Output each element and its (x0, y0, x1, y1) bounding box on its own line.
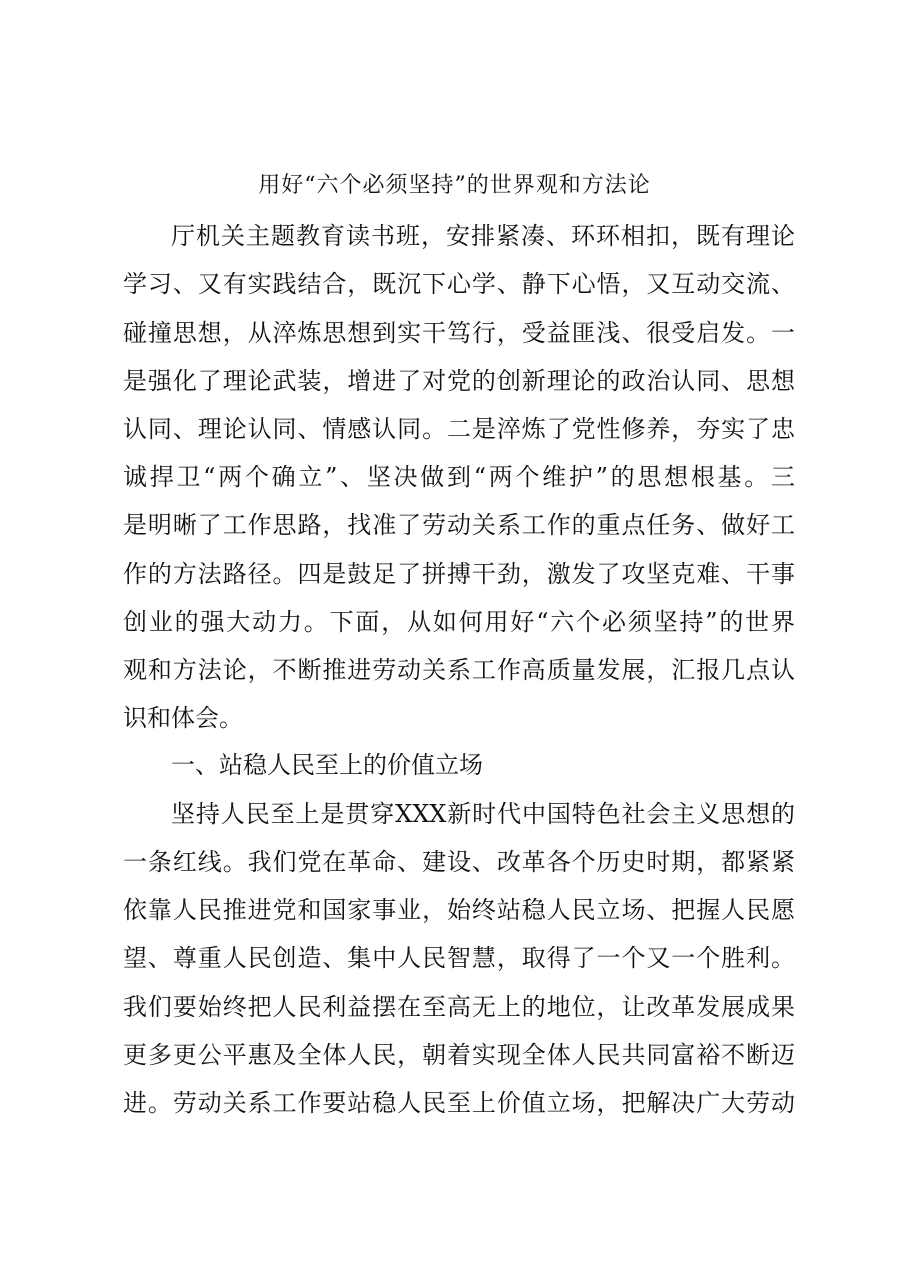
paragraph-line: 学习、又有实践结合，既沉下心学、静下心悟，又互动交流、 (123, 270, 795, 298)
paragraph-line: 厅机关主题教育读书班，安排紧凑、环环相扣，既有理论 (171, 222, 795, 250)
section-heading: 一、站稳人民至上的价值立场 (171, 751, 483, 779)
paragraph-line: 依靠人民推进党和国家事业，始终站稳人民立场、把握人民愿 (123, 896, 795, 924)
paragraph-line: 我们要始终把人民利益摆在至高无上的地位，让改革发展成果 (123, 993, 795, 1021)
paragraph-line: 进。劳动关系工作要站稳人民至上价值立场，把解决广大劳动 (123, 1089, 795, 1117)
paragraph-line: 一条红线。我们党在革命、建设、改革各个历史时期，都紧紧 (123, 848, 795, 876)
document-title: 用好“六个必须坚持”的世界观和方法论 (258, 173, 651, 198)
paragraph-line: 创业的强大动力。下面，从如何用好“六个必须坚持”的世界 (123, 608, 795, 636)
paragraph-line: 坚持人民至上是贯穿XXX新时代中国特色社会主义思想的 (171, 800, 795, 828)
paragraph-line: 识和体会。 (123, 704, 243, 732)
paragraph-line: 更多更公平惠及全体人民，朝着实现全体人民共同富裕不断迈 (123, 1041, 795, 1069)
paragraph-line: 认同、理论认同、情感认同。二是淬炼了党性修养，夯实了忠 (123, 415, 795, 443)
paragraph-line: 作的方法路径。四是鼓足了拼搏干劲，激发了攻坚克难、干事 (123, 560, 795, 588)
paragraph-line: 观和方法论，不断推进劳动关系工作高质量发展，汇报几点认 (123, 656, 795, 684)
paragraph-line: 诚捍卫“两个确立”、坚决做到“两个维护”的思想根基。三 (123, 463, 795, 491)
paragraph-line: 碰撞思想，从淬炼思想到实干笃行，受益匪浅、很受启发。一 (123, 319, 795, 347)
paragraph-line: 是明晰了工作思路，找准了劳动关系工作的重点任务、做好工 (123, 511, 795, 539)
paragraph-line: 望、尊重人民创造、集中人民智慧，取得了一个又一个胜利。 (123, 944, 795, 972)
paragraph-line: 是强化了理论武装，增进了对党的创新理论的政治认同、思想 (123, 367, 795, 395)
